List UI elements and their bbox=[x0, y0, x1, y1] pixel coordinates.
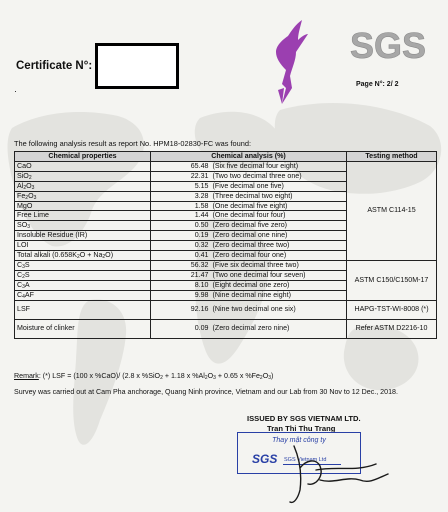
value-words-cell: (One decimal four four) bbox=[211, 211, 347, 221]
value-words-cell: (Three decimal two eight) bbox=[211, 191, 347, 201]
property-cell: $C_3S$ bbox=[15, 260, 151, 270]
value-words-cell: (Zero decimal three two) bbox=[211, 241, 347, 251]
value-cell: 5.15 bbox=[151, 181, 211, 191]
property-cell: MgO bbox=[15, 201, 151, 211]
analysis-table bbox=[14, 151, 437, 339]
property-cell: $Fe_2O_3$ bbox=[15, 191, 151, 201]
property-cell: $Al_2O_3$ bbox=[15, 181, 151, 191]
value-cell: 0.32 bbox=[151, 241, 211, 251]
value-words-cell: (Zero decimal five zero) bbox=[211, 221, 347, 231]
value-words-cell: (Five six decimal three two) bbox=[211, 260, 347, 270]
sgs-logo bbox=[350, 25, 426, 65]
value-cell: 65.48 bbox=[151, 161, 211, 171]
value-cell: 21.47 bbox=[151, 270, 211, 280]
method-astm-d2216: Refer ASTM D2216-10 bbox=[347, 319, 437, 338]
table-header-row bbox=[15, 152, 437, 162]
property-cell: $C_2S$ bbox=[15, 270, 151, 280]
property-cell: CaO bbox=[15, 161, 151, 171]
value-words-cell: (Nine two decimal one six) bbox=[211, 300, 347, 319]
value-words-cell: (Nine decimal nine eight) bbox=[211, 290, 347, 300]
property-cell: Insoluble Residue (IR) bbox=[15, 231, 151, 241]
value-cell: 0.50 bbox=[151, 221, 211, 231]
value-cell: 1.58 bbox=[151, 201, 211, 211]
value-words-cell: (Zero decimal one nine) bbox=[211, 231, 347, 241]
stamp-top-text: Thay mặt công ty bbox=[272, 437, 326, 444]
value-words-cell: (Two one decimal four seven) bbox=[211, 270, 347, 280]
survey-text: Survey was carried out at Cam Pha anchorage, Quang Ninh province, Vietnam and our Lab from 30 Nov to 12 Dec., 2018. bbox=[14, 388, 398, 396]
value-words-cell: (Five decimal one five) bbox=[211, 181, 347, 191]
method-astm-c150: ASTM C150/C150M-17 bbox=[347, 260, 437, 300]
value-words-cell: (Zero decimal zero nine) bbox=[211, 319, 347, 338]
property-cell: $SO_3$ bbox=[15, 221, 151, 231]
remark: Remark: (*) LSF = (100 x %CaO)/ (2.8 x %SiO$_2$ + 1.18 x $\%Al_2O_3 + 0.65$ x $\%Fe_2O_3$) bbox=[14, 372, 274, 381]
value-words-cell: (Two two decimal three one) bbox=[211, 171, 347, 181]
stamp-sub-text: SGS Vietnam Ltd bbox=[284, 457, 327, 463]
value-cell: 56.32 bbox=[151, 260, 211, 270]
value-cell: 3.28 bbox=[151, 191, 211, 201]
intro-text: The following analysis result as report No. HPM18-02830-FC was found: bbox=[14, 139, 252, 148]
bird-logo bbox=[262, 18, 308, 104]
value-words-cell: (One decimal five eight) bbox=[211, 201, 347, 211]
property-cell: $C_4AF$ bbox=[15, 290, 151, 300]
table-row-lsf bbox=[15, 300, 437, 319]
sgs-logo-text: SGS bbox=[350, 25, 426, 65]
page-number: Page N°: 2/ 2 bbox=[356, 81, 399, 88]
handwritten-signature bbox=[276, 440, 396, 510]
header-chemical-analysis: Chemical analysis (%) bbox=[151, 152, 347, 162]
signer-name: Tran Thi Thu Trang bbox=[267, 424, 336, 433]
header-testing-method: Testing method bbox=[347, 152, 437, 162]
certificate-label: Certificate N°: bbox=[16, 60, 93, 72]
value-cell: 22.31 bbox=[151, 171, 211, 181]
property-cell: LSF bbox=[15, 300, 151, 319]
redacted-certificate-number bbox=[95, 43, 179, 89]
property-cell: $C_3A$ bbox=[15, 280, 151, 290]
value-words-cell: (Six five decimal four eight) bbox=[211, 161, 347, 171]
remark-label: Remark bbox=[14, 372, 39, 380]
property-cell: LOI bbox=[15, 241, 151, 251]
stamp-sgs-text: SGS bbox=[252, 452, 278, 466]
value-words-cell: (Zero decimal four one) bbox=[211, 251, 347, 261]
header-chemical-properties: Chemical properties bbox=[15, 152, 151, 162]
dot-mark: · bbox=[14, 86, 17, 96]
value-words-cell: (Eight decimal one zero) bbox=[211, 280, 347, 290]
issued-by: ISSUED BY SGS VIETNAM LTD. bbox=[247, 414, 361, 423]
value-cell: 92.16 bbox=[151, 300, 211, 319]
property-cell: Moisture of clinker bbox=[15, 319, 151, 338]
property-cell: Total alkali $(0.658K_2O + Na_2O)$ bbox=[15, 251, 151, 261]
table-row-c3s bbox=[15, 260, 437, 270]
value-cell: 8.10 bbox=[151, 280, 211, 290]
value-cell: 0.19 bbox=[151, 231, 211, 241]
property-cell: Free Lime bbox=[15, 211, 151, 221]
property-cell: SiO$_2$ bbox=[15, 171, 151, 181]
value-cell: 0.41 bbox=[151, 251, 211, 261]
table-row-moisture bbox=[15, 319, 437, 338]
method-hapg: HAPG-TST-WI-8008 (*) bbox=[347, 300, 437, 319]
value-cell: 9.98 bbox=[151, 290, 211, 300]
method-astm-c114: ASTM C114-15 bbox=[347, 161, 437, 260]
value-cell: 0.09 bbox=[151, 319, 211, 338]
table-row-cao bbox=[15, 161, 437, 171]
value-cell: 1.44 bbox=[151, 211, 211, 221]
